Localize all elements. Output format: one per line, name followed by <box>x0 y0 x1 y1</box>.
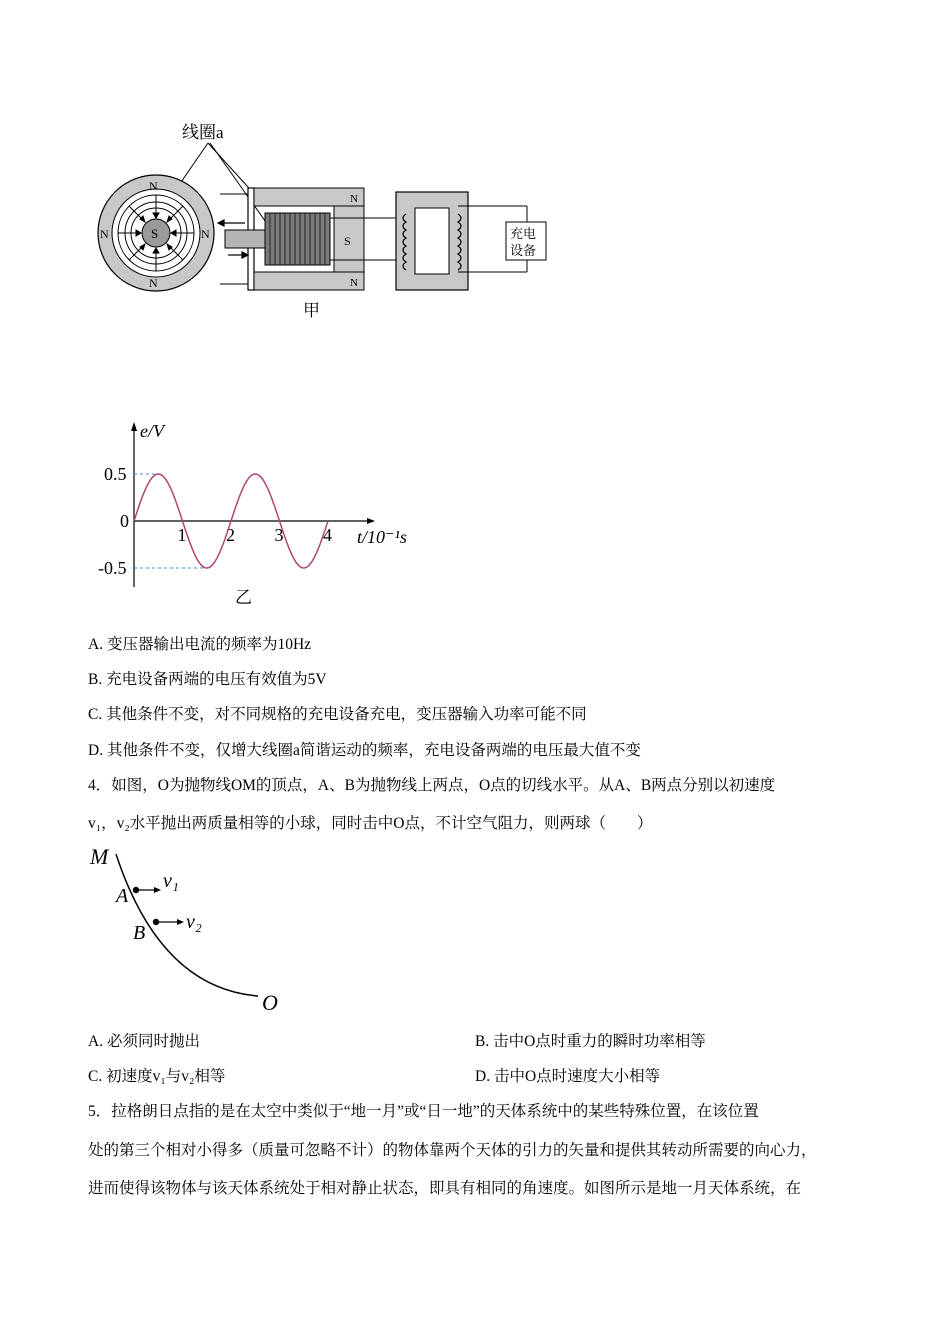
svg-text:v₂: v₂ <box>186 911 202 933</box>
q4-stem-line2: v₁，v₂水平抛出两质量相等的小球，同时击中O点，不计空气阻力，则两球（ ） <box>88 815 653 832</box>
chart-axes <box>131 422 375 587</box>
coil-label: 线圈a <box>182 123 224 142</box>
magnet-cross-section <box>98 175 214 291</box>
q4-option-c: C. 初速度v₁与v₂相等 <box>88 1068 226 1085</box>
svg-text:设备: 设备 <box>510 243 537 258</box>
y-axis-label: e/V <box>140 421 164 441</box>
figure-jia-label: 甲 <box>303 301 320 320</box>
q4-option-a: A. 必须同时抛出 <box>88 1033 200 1050</box>
svg-text:S: S <box>344 234 351 248</box>
x-tick-label: 1 <box>177 525 187 545</box>
figure-yi-label: 乙 <box>235 588 252 607</box>
q4-parabola-figure <box>88 840 298 1020</box>
q5-line3: 进而使得该物体与该天体系统处于相对静止状态，即具有相同的角速度。如图所示是地一月天体系统，在 <box>88 1180 802 1197</box>
svg-text:N: N <box>350 277 358 289</box>
q3-option-a: A. 变压器输出电流的频率为10Hz <box>88 636 312 653</box>
svg-text:N: N <box>149 179 158 193</box>
q4-option-b: B. 击中O点时重力的瞬时功率相等 <box>475 1033 706 1050</box>
svg-text:M: M <box>90 844 109 869</box>
q5-line2: 处的第三个相对小得多（质量可忽略不计）的物体靠两个天体的引力的矢量和提供其转动所需要的向心力， <box>88 1142 817 1159</box>
svg-text:N: N <box>201 227 210 241</box>
svg-text:B: B <box>133 922 146 944</box>
q5-line1: 5．拉格朗日点指的是在太空中类似于“地一月”或“日一地”的天体系统中的某些特殊位置，在该位置 <box>88 1103 759 1120</box>
q3-option-d: D. 其他条件不变，仅增大线圈a简谐运动的频率，充电设备两端的电压最大值不变 <box>88 742 641 759</box>
svg-text:O: O <box>262 990 278 1015</box>
svg-text:A: A <box>116 885 129 907</box>
q4-stem-line1: 4．如图，O为抛物线OM的顶点，A、B为抛物线上两点，O点的切线水平。从A、B两点分别以初速度 <box>88 777 776 794</box>
charging-device <box>506 222 546 260</box>
magnet-longitudinal-section <box>218 188 364 290</box>
point-a <box>133 887 139 893</box>
y-tick-label: 0 <box>120 511 129 531</box>
x-tick-label: 4 <box>323 525 332 545</box>
figure-yi-chart <box>95 415 425 615</box>
svg-text:N: N <box>149 276 158 290</box>
svg-text:充电: 充电 <box>510 226 537 241</box>
svg-text:S: S <box>151 226 159 241</box>
x-tick-label: 3 <box>274 525 284 545</box>
svg-text:N: N <box>350 193 358 205</box>
x-tick-label: 2 <box>226 525 235 545</box>
q3-option-c: C. 其他条件不变，对不同规格的充电设备充电，变压器输入功率可能不同 <box>88 706 587 723</box>
svg-text:v₁: v₁ <box>163 870 179 892</box>
svg-text:N: N <box>100 227 109 241</box>
point-b <box>153 919 159 925</box>
y-tick-label: 0.5 <box>104 464 127 484</box>
x-axis-arrow <box>367 518 375 524</box>
y-axis-arrow <box>131 422 137 431</box>
y-tick-label: -0.5 <box>98 558 127 578</box>
q3-option-b: B. 充电设备两端的电压有效值为5V <box>88 671 327 688</box>
x-axis-label: t/10⁻¹s <box>357 527 407 547</box>
q4-option-d: D. 击中O点时速度大小相等 <box>475 1068 661 1085</box>
figure-jia <box>90 110 560 325</box>
